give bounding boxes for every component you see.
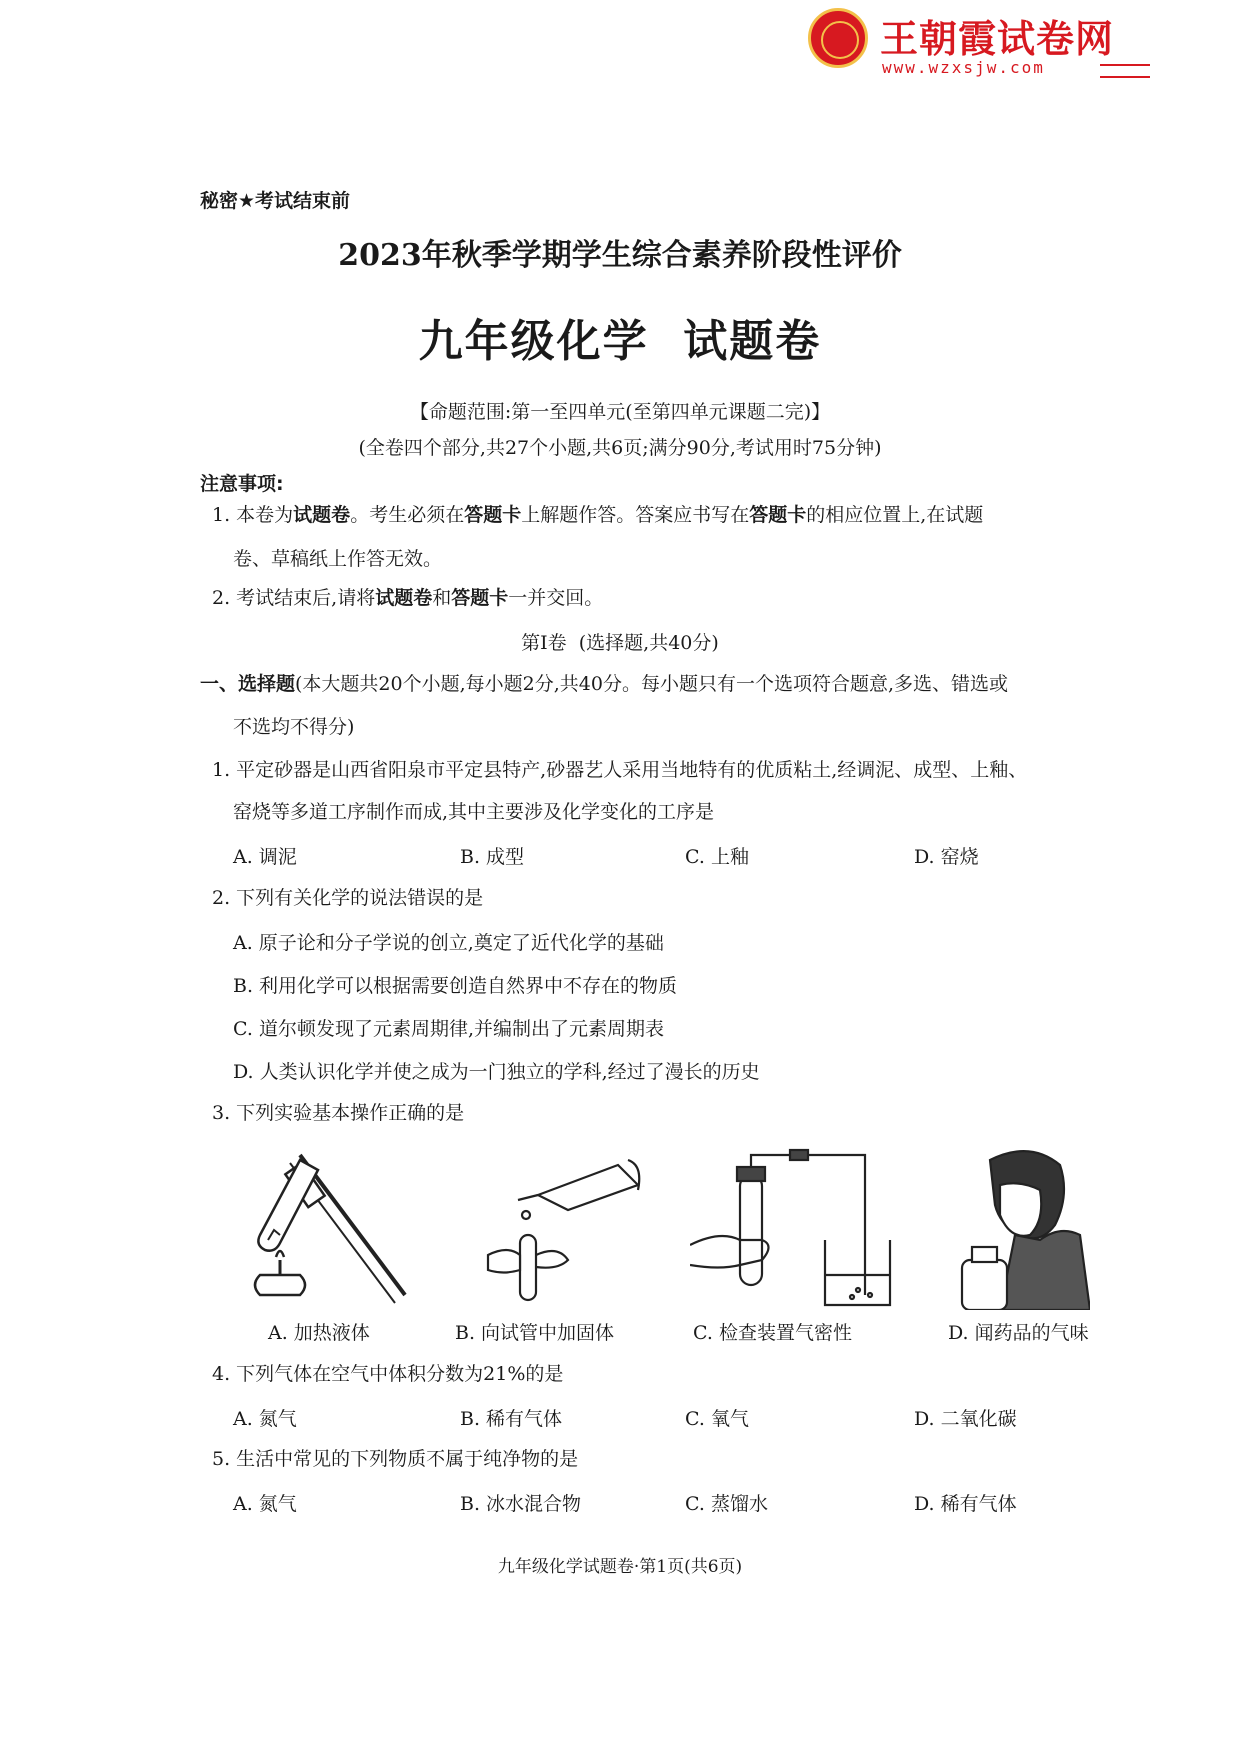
q1-option-c: C. 上釉 bbox=[685, 846, 749, 868]
q5-stem: 5. 生活中常见的下列物质不属于纯净物的是 bbox=[212, 1448, 579, 1470]
q3-option-a: A. 加热液体 bbox=[268, 1322, 370, 1344]
logo-badge-icon bbox=[808, 8, 868, 68]
logo-url: www.wzxsjw.com bbox=[882, 58, 1045, 77]
q4-option-b: B. 稀有气体 bbox=[460, 1408, 563, 1430]
notice-item-1-line2: 卷、草稿纸上作答无效。 bbox=[233, 548, 443, 570]
section-heading: 一、选择题(本大题共20个小题,每小题2分,共40分。每小题只有一个选项符合题意,多选、错选或 bbox=[200, 673, 1008, 695]
q2-option-d: D. 人类认识化学并使之成为一门独立的学科,经过了漫长的历史 bbox=[233, 1061, 760, 1083]
notice-item-1: 1. 本卷为试题卷。考生必须在答题卡上解题作答。答案应书写在答题卡的相应位置上,在试题 bbox=[212, 504, 984, 526]
q5-option-a: A. 氮气 bbox=[233, 1493, 297, 1515]
exam-scope: 【命题范围:第一至四单元(至第四单元课题二完)】 bbox=[409, 401, 831, 423]
confidential-mark: 秘密★考试结束前 bbox=[200, 190, 351, 212]
exam-subtitle: 九年级化学 试题卷 bbox=[418, 316, 822, 367]
q4-option-c: C. 氧气 bbox=[685, 1408, 749, 1430]
notice-title: 注意事项: bbox=[200, 473, 284, 495]
logo-title: 王朝霞试卷网 bbox=[880, 17, 1115, 61]
logo-decoration bbox=[1100, 64, 1150, 78]
q5-option-c: C. 蒸馏水 bbox=[685, 1493, 768, 1515]
q1-stem-line2: 窑烧等多道工序制作而成,其中主要涉及化学变化的工序是 bbox=[233, 801, 715, 823]
figure-smell-chemicals bbox=[960, 1145, 1090, 1310]
q2-option-a: A. 原子论和分子学说的创立,奠定了近代化学的基础 bbox=[233, 932, 664, 954]
q4-stem: 4. 下列气体在空气中体积分数为21%的是 bbox=[212, 1363, 564, 1385]
q3-stem: 3. 下列实验基本操作正确的是 bbox=[212, 1102, 465, 1124]
q4-option-d: D. 二氧化碳 bbox=[914, 1408, 1017, 1430]
q3-option-c: C. 检查装置气密性 bbox=[693, 1322, 852, 1344]
figure-add-solid bbox=[478, 1145, 643, 1305]
figure-heating-liquid bbox=[240, 1145, 415, 1305]
section-heading-line2: 不选均不得分) bbox=[233, 716, 355, 738]
q1-stem: 1. 平定砂器是山西省阳泉市平定县特产,砂器艺人采用当地特有的优质粘土,经调泥、成型、上釉、 bbox=[212, 759, 1028, 781]
site-logo bbox=[800, 8, 1160, 78]
q5-option-b: B. 冰水混合物 bbox=[460, 1493, 582, 1515]
page-footer: 九年级化学试题卷·第1页(共6页) bbox=[497, 1557, 743, 1577]
figure-check-airtightness bbox=[690, 1145, 900, 1310]
q3-option-b: B. 向试管中加固体 bbox=[455, 1322, 615, 1344]
q1-option-a: A. 调泥 bbox=[233, 846, 297, 868]
section-title: 第Ⅰ卷 (选择题,共40分) bbox=[521, 632, 719, 654]
exam-title: 2023年秋季学期学生综合素养阶段性评价 bbox=[338, 238, 902, 273]
exam-info: (全卷四个部分,共27个小题,共6页;满分90分,考试用时75分钟) bbox=[358, 437, 882, 459]
q3-option-d: D. 闻药品的气味 bbox=[948, 1322, 1089, 1344]
q2-stem: 2. 下列有关化学的说法错误的是 bbox=[212, 887, 484, 909]
q2-option-b: B. 利用化学可以根据需要创造自然界中不存在的物质 bbox=[233, 975, 678, 997]
q1-option-b: B. 成型 bbox=[460, 846, 525, 868]
notice-item-2: 2. 考试结束后,请将试题卷和答题卡一并交回。 bbox=[212, 587, 604, 609]
q5-option-d: D. 稀有气体 bbox=[914, 1493, 1017, 1515]
q1-option-d: D. 窑烧 bbox=[914, 846, 979, 868]
q4-option-a: A. 氮气 bbox=[233, 1408, 297, 1430]
q2-option-c: C. 道尔顿发现了元素周期律,并编制出了元素周期表 bbox=[233, 1018, 664, 1040]
